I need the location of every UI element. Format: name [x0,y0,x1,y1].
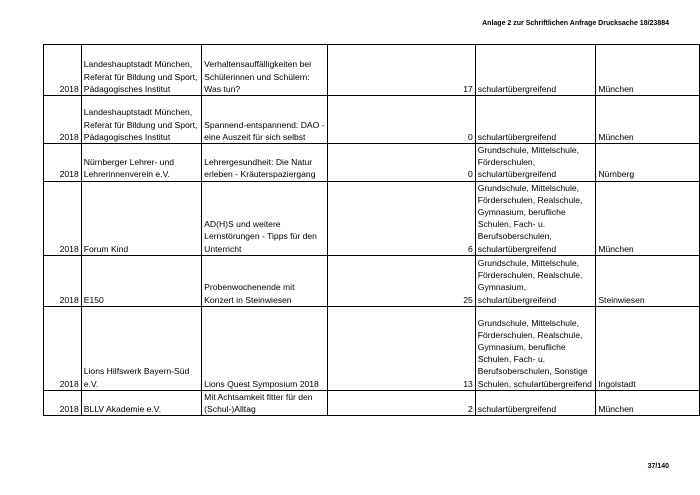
location-cell: München [596,181,700,255]
event-title-cell-line: Unterricht [204,243,242,254]
organizer-cell-line: Forum Kind [83,243,129,254]
participant-count-cell: 13 [327,306,475,390]
location-cell: Nürnberg [596,144,700,182]
table-row [44,96,700,144]
school-type-cell-line: schulartübergreifend [477,243,557,254]
year-cell: 2018 [44,390,82,415]
year-cell: 2018 [44,306,82,390]
event-title-cell-line: Konzert in Steinwiesen [204,294,292,305]
event-title-cell [202,96,327,144]
school-type-cell-line: Gymnasium, berufliche [477,207,566,218]
participant-count-cell: 25 [327,255,475,306]
data-table [43,44,700,416]
school-type-cell-line: schulartübergreifend [477,404,557,415]
event-title-cell-line: (Schul-)Alltag [204,404,256,415]
table-row [44,306,700,390]
school-type-cell-line: Schulen, schulartübergreifend [477,378,592,389]
organizer-cell-line: Referat für Bildung und Sport, [83,71,198,82]
event-title-cell-line: erleben - Kräuterspaziergang [204,169,316,180]
location-cell: München [596,390,700,415]
school-type-cell [475,181,596,255]
table-row [44,144,700,182]
event-title-cell-line: Schülerinnen und Schülern: [204,71,310,82]
organizer-cell-line: Pädagogisches Institut [83,131,171,142]
school-type-cell-line: schulartübergreifend [477,294,557,305]
school-type-cell-line: Grundschule, Mittelschule, [477,145,580,155]
participant-count-cell: 17 [327,45,475,96]
school-type-cell-line: Grundschule, Mittelschule, [477,317,580,328]
event-title-cell [202,45,327,96]
organizer-cell-line: Lions Hilfswerk Bayern-Süd [83,366,190,377]
school-type-cell-line: Grundschule, Mittelschule, [477,182,580,193]
participant-count-cell: 2 [327,390,475,415]
event-title-cell-line: Probenwochenende mit [204,282,295,293]
school-type-cell-line: Berufsoberschulen, Sonstige [477,366,588,377]
school-type-cell-line: schulartübergreifend [477,83,557,94]
school-type-cell-line: Förderschulen, Realschule, [477,329,583,340]
organizer-cell [81,390,201,415]
location-cell: München [596,96,700,144]
event-title-cell-line: Verhaltensauffälligkeiten bei [204,59,312,70]
event-title-cell [202,390,327,415]
year-cell: 2018 [44,181,82,255]
organizer-cell-line: Landeshauptstadt München, [83,59,193,70]
event-title-cell-line: Spannend-entspannend: DAO - [204,119,325,130]
participant-count-cell: 0 [327,144,475,182]
event-title-cell [202,181,327,255]
table-row [44,390,700,415]
school-type-cell-line: Schulen, Fach- u. [477,219,546,230]
event-title-cell-line: Mit Achtsamkeit fitter für den [204,391,313,402]
event-title-cell-line: Lernstörungen - Tipps für den [204,231,317,242]
organizer-cell [81,181,201,255]
organizer-cell [81,255,201,306]
organizer-cell-line: Referat für Bildung und Sport, [83,119,198,130]
organizer-cell [81,306,201,390]
location-cell: Steinwiesen [596,255,700,306]
event-title-cell-line: Was tun? [204,83,241,94]
year-cell: 2018 [44,144,82,182]
school-type-cell [475,96,596,144]
organizer-cell-line: BLLV Akademie e.V. [83,404,162,415]
school-type-cell-line: Schulen, Fach- u. [477,354,546,365]
organizer-cell-line: e.V. [83,378,99,389]
event-title-cell-line: Lions Quest Symposium 2018 [204,378,319,389]
school-type-cell-line: schulartübergreifend [477,131,557,142]
document-header: Anlage 2 zur Schriftlichen Anfrage Drucksache 18/23884 [482,20,669,27]
location-cell: Ingolstadt [596,306,700,390]
school-type-cell [475,45,596,96]
school-type-cell-line: Förderschulen, Realschule, [477,270,583,281]
school-type-cell [475,255,596,306]
organizer-cell-line: Landeshauptstadt München, [83,107,193,118]
location-cell: München [596,45,700,96]
school-type-cell-line: schulartübergreifend [477,169,557,180]
organizer-cell-line: Nürnberger Lehrer- und [83,157,175,168]
event-title-cell [202,255,327,306]
participant-count-cell: 0 [327,96,475,144]
school-type-cell-line: Grundschule, Mittelschule, [477,258,580,269]
organizer-cell-line: Pädagogisches Institut [83,83,171,94]
organizer-cell-line: Lehrerinnenverein e.V. [83,169,170,180]
table-row [44,181,700,255]
organizer-cell [81,96,201,144]
event-title-cell [202,306,327,390]
participant-count-cell: 6 [327,181,475,255]
event-title-cell-line: Lehrergesundheit: Die Natur [204,157,313,168]
organizer-cell [81,144,201,182]
school-type-cell-line: Förderschulen, [477,157,536,168]
page-number: 37/140 [647,463,669,470]
school-type-cell-line: Förderschulen, Realschule, [477,194,583,205]
organizer-cell-line: E150 [83,294,104,305]
year-cell: 2018 [44,255,82,306]
school-type-cell-line: Gymnasium, [477,282,526,293]
school-type-cell-line: Berufsoberschulen, [477,231,552,242]
event-title-cell [202,144,327,182]
year-cell: 2018 [44,45,82,96]
table-row [44,45,700,96]
event-title-cell-line: eine Auszeit für sich selbst [204,131,306,142]
school-type-cell [475,390,596,415]
school-type-cell [475,306,596,390]
school-type-cell [475,144,596,182]
year-cell: 2018 [44,96,82,144]
school-type-cell-line: Gymnasium, berufliche [477,342,566,353]
event-title-cell-line: AD(H)S und weitere [204,219,281,230]
table-row [44,255,700,306]
table-body [44,45,700,416]
organizer-cell [81,45,201,96]
